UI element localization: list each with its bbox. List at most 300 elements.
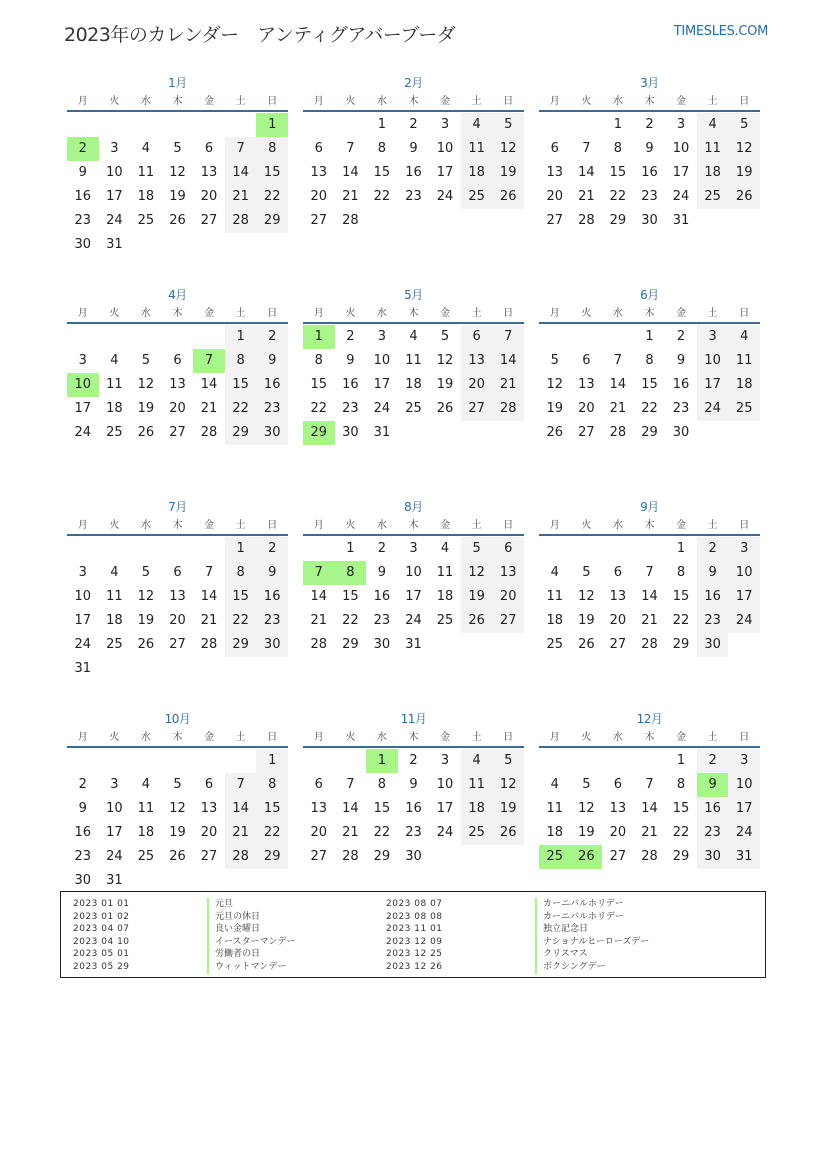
day-cell: 4 bbox=[697, 113, 729, 137]
day-cell: 19 bbox=[546, 401, 564, 416]
day-cell: 20 bbox=[310, 189, 328, 204]
day-cell: 5 bbox=[141, 565, 151, 580]
weekday-label: 日 bbox=[267, 520, 278, 531]
weekday-label: 火 bbox=[109, 96, 120, 107]
day-cell: 14 bbox=[225, 797, 257, 821]
weekday-header bbox=[539, 518, 760, 534]
day-cell: 18 bbox=[405, 377, 422, 392]
day-cell: 26 bbox=[492, 821, 524, 845]
day-cell: 20 bbox=[200, 189, 218, 204]
day-cell: 28 bbox=[225, 845, 257, 869]
weekday-label: 木 bbox=[408, 732, 419, 743]
day-cell: 25 bbox=[106, 637, 123, 652]
day-cell: 20 bbox=[310, 825, 328, 840]
site-brand[interactable]: TIMESLES.COM bbox=[673, 24, 768, 39]
empty-cell bbox=[571, 749, 603, 773]
day-cell: 10 bbox=[106, 801, 123, 816]
day-cell: 1 bbox=[645, 329, 654, 344]
empty-cell bbox=[602, 537, 634, 561]
empty-cell bbox=[571, 113, 603, 137]
day-cell: 19 bbox=[169, 825, 186, 840]
day-cell: 14 bbox=[609, 377, 627, 392]
weekday-label: 日 bbox=[503, 308, 514, 319]
day-cell: 22 bbox=[373, 189, 391, 204]
header-divider bbox=[67, 534, 288, 536]
empty-cell bbox=[539, 749, 571, 773]
day-cell: 14 bbox=[342, 801, 359, 816]
empty-cell bbox=[193, 537, 225, 561]
day-cell: 28 bbox=[342, 849, 359, 864]
day-cell: 15 bbox=[672, 801, 690, 816]
day-cell: 19 bbox=[578, 613, 595, 628]
weekday-label: 木 bbox=[408, 96, 419, 107]
empty-cell bbox=[162, 537, 194, 561]
weekday-label: 日 bbox=[503, 96, 514, 107]
day-cell: 11 bbox=[728, 349, 760, 373]
day-cell: 20 bbox=[169, 613, 186, 628]
day-cell: 19 bbox=[436, 377, 454, 392]
weekday-label: 金 bbox=[676, 308, 687, 319]
day-cell: 4 bbox=[440, 541, 450, 556]
page-title: 2023年のカレンダー アンティグアバーブーダ bbox=[64, 24, 456, 46]
day-cell: 22 bbox=[672, 825, 690, 840]
weekday-label: 木 bbox=[172, 520, 183, 531]
day-cell: 3 bbox=[78, 565, 87, 580]
day-cell: 5 bbox=[461, 537, 493, 561]
weekday-label: 土 bbox=[471, 308, 482, 319]
day-cell: 28 bbox=[200, 425, 218, 440]
day-cell: 8 bbox=[377, 777, 387, 792]
weekday-label: 水 bbox=[140, 96, 151, 107]
day-cell: 25 bbox=[137, 213, 155, 228]
day-cell: 15 bbox=[373, 165, 391, 180]
day-cell: 1 bbox=[346, 541, 355, 556]
day-cell: 25 bbox=[106, 425, 123, 440]
day-cell: 27 bbox=[578, 425, 595, 440]
day-cell: 22 bbox=[342, 613, 359, 628]
holiday-day-cell: 1 bbox=[366, 749, 398, 773]
empty-cell bbox=[162, 113, 194, 137]
day-cell: 4 bbox=[141, 141, 151, 156]
day-cell: 13 bbox=[578, 377, 595, 392]
empty-cell bbox=[67, 749, 99, 773]
day-cell: 13 bbox=[609, 589, 627, 604]
day-cell: 17 bbox=[728, 585, 760, 609]
day-cell: 10 bbox=[436, 777, 454, 792]
day-cell: 11 bbox=[697, 137, 729, 161]
day-cell: 30 bbox=[373, 637, 391, 652]
day-cell: 12 bbox=[492, 137, 524, 161]
day-cell: 28 bbox=[310, 637, 328, 652]
weekday-label: 月 bbox=[549, 308, 560, 319]
day-cell: 23 bbox=[256, 609, 288, 633]
day-cell: 24 bbox=[74, 425, 92, 440]
day-cell: 28 bbox=[578, 213, 595, 228]
day-cell: 29 bbox=[256, 845, 288, 869]
day-cell: 6 bbox=[204, 777, 214, 792]
day-cell: 29 bbox=[672, 637, 690, 652]
day-cell: 24 bbox=[436, 189, 454, 204]
day-cell: 23 bbox=[405, 189, 422, 204]
holiday-name: 労働者の日 bbox=[207, 948, 260, 961]
holiday-day-cell: 1 bbox=[303, 325, 335, 349]
day-cell: 5 bbox=[492, 749, 524, 773]
day-cell: 2 bbox=[78, 777, 87, 792]
day-cell: 4 bbox=[461, 113, 493, 137]
day-cell: 12 bbox=[578, 589, 595, 604]
day-cell: 4 bbox=[110, 353, 119, 368]
empty-cell bbox=[539, 325, 571, 349]
day-cell: 5 bbox=[173, 141, 182, 156]
day-cell: 31 bbox=[74, 661, 92, 676]
day-cell: 14 bbox=[641, 801, 658, 816]
weekday-label: 金 bbox=[204, 520, 215, 531]
day-cell: 2 bbox=[645, 117, 654, 132]
weekday-label: 火 bbox=[345, 96, 356, 107]
day-cell: 10 bbox=[74, 589, 92, 604]
weekday-label: 金 bbox=[440, 520, 451, 531]
day-cell: 1 bbox=[613, 117, 623, 132]
day-cell: 23 bbox=[672, 401, 690, 416]
day-cell: 24 bbox=[697, 397, 729, 421]
calendar-grid bbox=[67, 72, 761, 900]
weekday-label: 土 bbox=[707, 732, 718, 743]
holiday-name: ナショナルヒーローズデー bbox=[535, 936, 649, 949]
weekday-label: 土 bbox=[707, 96, 718, 107]
month-title: 11月 bbox=[400, 712, 427, 726]
weekday-label: 木 bbox=[644, 520, 655, 531]
day-cell: 24 bbox=[405, 613, 422, 628]
day-cell: 2 bbox=[676, 329, 686, 344]
day-cell: 26 bbox=[169, 849, 186, 864]
weekday-label: 金 bbox=[676, 732, 687, 743]
day-cell: 13 bbox=[461, 349, 493, 373]
day-cell: 28 bbox=[641, 849, 658, 864]
month-calendar bbox=[67, 72, 288, 264]
weekday-label: 火 bbox=[109, 520, 120, 531]
weekday-header bbox=[539, 730, 760, 746]
day-cell: 28 bbox=[609, 425, 627, 440]
empty-cell bbox=[193, 749, 225, 773]
day-cell: 24 bbox=[672, 189, 690, 204]
weekday-label: 水 bbox=[612, 308, 623, 319]
day-cell: 8 bbox=[645, 353, 654, 368]
day-cell: 6 bbox=[613, 565, 623, 580]
day-cell: 17 bbox=[436, 801, 454, 816]
day-cell: 16 bbox=[697, 585, 729, 609]
day-grid bbox=[303, 113, 524, 233]
header-divider bbox=[539, 322, 760, 324]
empty-cell bbox=[571, 325, 603, 349]
day-cell: 30 bbox=[405, 849, 422, 864]
day-grid bbox=[539, 325, 760, 445]
day-cell: 11 bbox=[106, 377, 123, 392]
weekday-label: 金 bbox=[204, 308, 215, 319]
day-cell: 18 bbox=[697, 161, 729, 185]
day-cell: 4 bbox=[550, 777, 559, 792]
day-cell: 21 bbox=[200, 401, 218, 416]
day-cell: 29 bbox=[672, 849, 690, 864]
month-calendar bbox=[303, 708, 524, 900]
month-calendar bbox=[303, 72, 524, 264]
day-cell: 31 bbox=[405, 637, 422, 652]
weekday-label: 土 bbox=[235, 308, 246, 319]
day-grid bbox=[539, 537, 760, 657]
weekday-label: 木 bbox=[172, 96, 183, 107]
day-cell: 14 bbox=[310, 589, 328, 604]
weekday-label: 日 bbox=[267, 96, 278, 107]
day-cell: 12 bbox=[436, 353, 454, 368]
day-cell: 17 bbox=[697, 373, 729, 397]
day-cell: 9 bbox=[377, 565, 387, 580]
day-cell: 21 bbox=[641, 825, 658, 840]
day-cell: 23 bbox=[405, 825, 422, 840]
holiday-name: カーニバルホリデー bbox=[535, 911, 624, 924]
weekday-header bbox=[303, 94, 524, 110]
day-cell: 3 bbox=[110, 777, 119, 792]
holiday-day-cell: 7 bbox=[303, 561, 335, 585]
day-cell: 2 bbox=[409, 117, 418, 132]
weekday-label: 土 bbox=[471, 96, 482, 107]
holiday-day-cell: 8 bbox=[335, 561, 367, 585]
day-cell: 21 bbox=[310, 613, 328, 628]
day-cell: 22 bbox=[225, 609, 257, 633]
weekday-label: 日 bbox=[739, 308, 750, 319]
month-title: 7月 bbox=[168, 500, 187, 514]
day-cell: 30 bbox=[256, 421, 288, 445]
day-cell: 17 bbox=[728, 797, 760, 821]
day-cell: 23 bbox=[74, 213, 92, 228]
holiday-name: クリスマス bbox=[535, 948, 588, 961]
day-cell: 11 bbox=[405, 353, 422, 368]
header-divider bbox=[303, 110, 524, 112]
day-cell: 25 bbox=[728, 397, 760, 421]
weekday-label: 木 bbox=[172, 732, 183, 743]
empty-cell bbox=[303, 113, 335, 137]
weekday-label: 日 bbox=[739, 96, 750, 107]
holiday-day-cell: 25 bbox=[539, 845, 571, 869]
day-cell: 2 bbox=[697, 537, 729, 561]
day-cell: 20 bbox=[461, 373, 493, 397]
day-cell: 2 bbox=[346, 329, 355, 344]
day-grid bbox=[67, 113, 288, 257]
holiday-date: 2023 12 26 bbox=[386, 962, 443, 972]
day-cell: 8 bbox=[676, 565, 686, 580]
day-cell: 22 bbox=[672, 613, 690, 628]
holiday-date: 2023 01 02 bbox=[73, 911, 130, 922]
weekday-label: 月 bbox=[313, 96, 324, 107]
empty-cell bbox=[634, 749, 666, 773]
holiday-date: 2023 04 10 bbox=[73, 936, 130, 947]
weekday-label: 木 bbox=[408, 308, 419, 319]
holiday-day-cell: 1 bbox=[256, 113, 288, 137]
day-cell: 30 bbox=[697, 845, 729, 869]
day-cell: 16 bbox=[256, 373, 288, 397]
weekday-label: 火 bbox=[345, 732, 356, 743]
day-cell: 18 bbox=[461, 161, 493, 185]
day-cell: 25 bbox=[461, 821, 493, 845]
day-cell: 28 bbox=[342, 213, 359, 228]
holiday-name: 元旦 bbox=[207, 898, 233, 911]
day-cell: 19 bbox=[137, 401, 155, 416]
day-cell: 3 bbox=[440, 117, 450, 132]
day-cell: 3 bbox=[409, 541, 418, 556]
day-cell: 26 bbox=[728, 185, 760, 209]
header-divider bbox=[67, 110, 288, 112]
day-cell: 7 bbox=[645, 777, 654, 792]
month-title: 9月 bbox=[640, 500, 659, 514]
holiday-date: 2023 04 07 bbox=[73, 924, 130, 935]
day-cell: 14 bbox=[200, 377, 218, 392]
empty-cell bbox=[99, 325, 131, 349]
header-divider bbox=[539, 746, 760, 748]
empty-cell bbox=[193, 325, 225, 349]
day-cell: 12 bbox=[461, 561, 493, 585]
header-divider bbox=[303, 746, 524, 748]
day-cell: 6 bbox=[461, 325, 493, 349]
day-grid bbox=[303, 325, 524, 445]
day-cell: 6 bbox=[204, 141, 214, 156]
day-cell: 5 bbox=[550, 353, 559, 368]
day-cell: 7 bbox=[225, 773, 257, 797]
day-cell: 23 bbox=[697, 609, 729, 633]
day-cell: 7 bbox=[346, 141, 355, 156]
day-grid bbox=[539, 749, 760, 869]
day-cell: 25 bbox=[137, 849, 155, 864]
day-cell: 1 bbox=[676, 753, 686, 768]
day-cell: 26 bbox=[169, 213, 186, 228]
day-grid bbox=[539, 113, 760, 233]
empty-cell bbox=[130, 749, 162, 773]
day-cell: 16 bbox=[405, 801, 422, 816]
month-title: 12月 bbox=[636, 712, 663, 726]
day-cell: 14 bbox=[641, 589, 658, 604]
day-cell: 19 bbox=[461, 585, 493, 609]
day-cell: 12 bbox=[169, 165, 186, 180]
day-cell: 25 bbox=[436, 613, 454, 628]
day-cell: 14 bbox=[492, 349, 524, 373]
day-cell: 31 bbox=[106, 237, 123, 252]
weekday-header bbox=[303, 306, 524, 322]
weekday-label: 水 bbox=[612, 96, 623, 107]
day-cell: 11 bbox=[546, 589, 564, 604]
day-cell: 30 bbox=[641, 213, 658, 228]
day-cell: 27 bbox=[609, 849, 627, 864]
day-cell: 28 bbox=[641, 637, 658, 652]
empty-cell bbox=[571, 537, 603, 561]
day-cell: 11 bbox=[546, 801, 564, 816]
day-cell: 21 bbox=[342, 189, 359, 204]
day-cell: 22 bbox=[256, 821, 288, 845]
day-cell: 23 bbox=[697, 821, 729, 845]
day-cell: 17 bbox=[74, 401, 92, 416]
day-cell: 15 bbox=[256, 797, 288, 821]
weekday-label: 月 bbox=[549, 96, 560, 107]
holiday-name: 良い金曜日 bbox=[207, 923, 260, 936]
day-cell: 22 bbox=[609, 189, 627, 204]
day-grid bbox=[67, 325, 288, 445]
day-cell: 25 bbox=[461, 185, 493, 209]
empty-cell bbox=[303, 537, 335, 561]
day-cell: 29 bbox=[225, 633, 257, 657]
month-title: 1月 bbox=[168, 76, 187, 90]
day-cell: 3 bbox=[377, 329, 387, 344]
day-grid bbox=[303, 537, 524, 657]
day-cell: 5 bbox=[582, 777, 591, 792]
day-cell: 18 bbox=[436, 589, 454, 604]
weekday-label: 金 bbox=[440, 732, 451, 743]
empty-cell bbox=[335, 113, 367, 137]
day-cell: 17 bbox=[373, 377, 391, 392]
day-cell: 10 bbox=[697, 349, 729, 373]
day-cell: 9 bbox=[697, 561, 729, 585]
day-cell: 30 bbox=[672, 425, 690, 440]
empty-cell bbox=[539, 113, 571, 137]
day-cell: 18 bbox=[137, 189, 155, 204]
day-cell: 7 bbox=[613, 353, 623, 368]
weekday-label: 水 bbox=[376, 308, 387, 319]
day-cell: 20 bbox=[578, 401, 595, 416]
day-cell: 21 bbox=[225, 821, 257, 845]
weekday-label: 日 bbox=[503, 520, 514, 531]
month-calendar bbox=[67, 496, 288, 688]
empty-cell bbox=[130, 537, 162, 561]
day-cell: 18 bbox=[106, 613, 123, 628]
day-cell: 20 bbox=[200, 825, 218, 840]
empty-cell bbox=[99, 113, 131, 137]
day-cell: 4 bbox=[141, 777, 151, 792]
day-cell: 15 bbox=[342, 589, 359, 604]
day-cell: 26 bbox=[578, 637, 595, 652]
day-cell: 9 bbox=[346, 353, 355, 368]
holiday-day-cell: 10 bbox=[67, 373, 99, 397]
day-cell: 8 bbox=[377, 141, 387, 156]
day-cell: 25 bbox=[405, 401, 422, 416]
empty-cell bbox=[539, 537, 571, 561]
weekday-label: 土 bbox=[235, 520, 246, 531]
day-cell: 31 bbox=[672, 213, 690, 228]
day-cell: 31 bbox=[106, 873, 123, 888]
weekday-header bbox=[303, 730, 524, 746]
weekday-label: 木 bbox=[408, 520, 419, 531]
day-cell: 21 bbox=[578, 189, 595, 204]
month-calendar bbox=[539, 72, 760, 264]
day-cell: 10 bbox=[728, 773, 760, 797]
day-cell: 16 bbox=[373, 589, 391, 604]
day-cell: 13 bbox=[609, 801, 627, 816]
day-cell: 7 bbox=[204, 565, 214, 580]
day-cell: 22 bbox=[373, 825, 391, 840]
day-cell: 17 bbox=[672, 165, 690, 180]
empty-cell bbox=[130, 325, 162, 349]
day-cell: 21 bbox=[609, 401, 627, 416]
weekday-label: 木 bbox=[172, 308, 183, 319]
day-cell: 5 bbox=[173, 777, 182, 792]
day-cell: 12 bbox=[137, 589, 155, 604]
day-cell: 17 bbox=[436, 165, 454, 180]
holiday-name: カーニバルホリデー bbox=[535, 898, 624, 911]
day-cell: 13 bbox=[546, 165, 564, 180]
day-cell: 10 bbox=[106, 165, 123, 180]
empty-cell bbox=[602, 749, 634, 773]
day-cell: 22 bbox=[641, 401, 658, 416]
day-cell: 18 bbox=[546, 613, 564, 628]
holiday-name: 独立記念日 bbox=[535, 923, 588, 936]
holiday-date: 2023 05 01 bbox=[73, 949, 130, 960]
day-cell: 14 bbox=[200, 589, 218, 604]
day-cell: 9 bbox=[256, 349, 288, 373]
day-cell: 8 bbox=[256, 773, 288, 797]
